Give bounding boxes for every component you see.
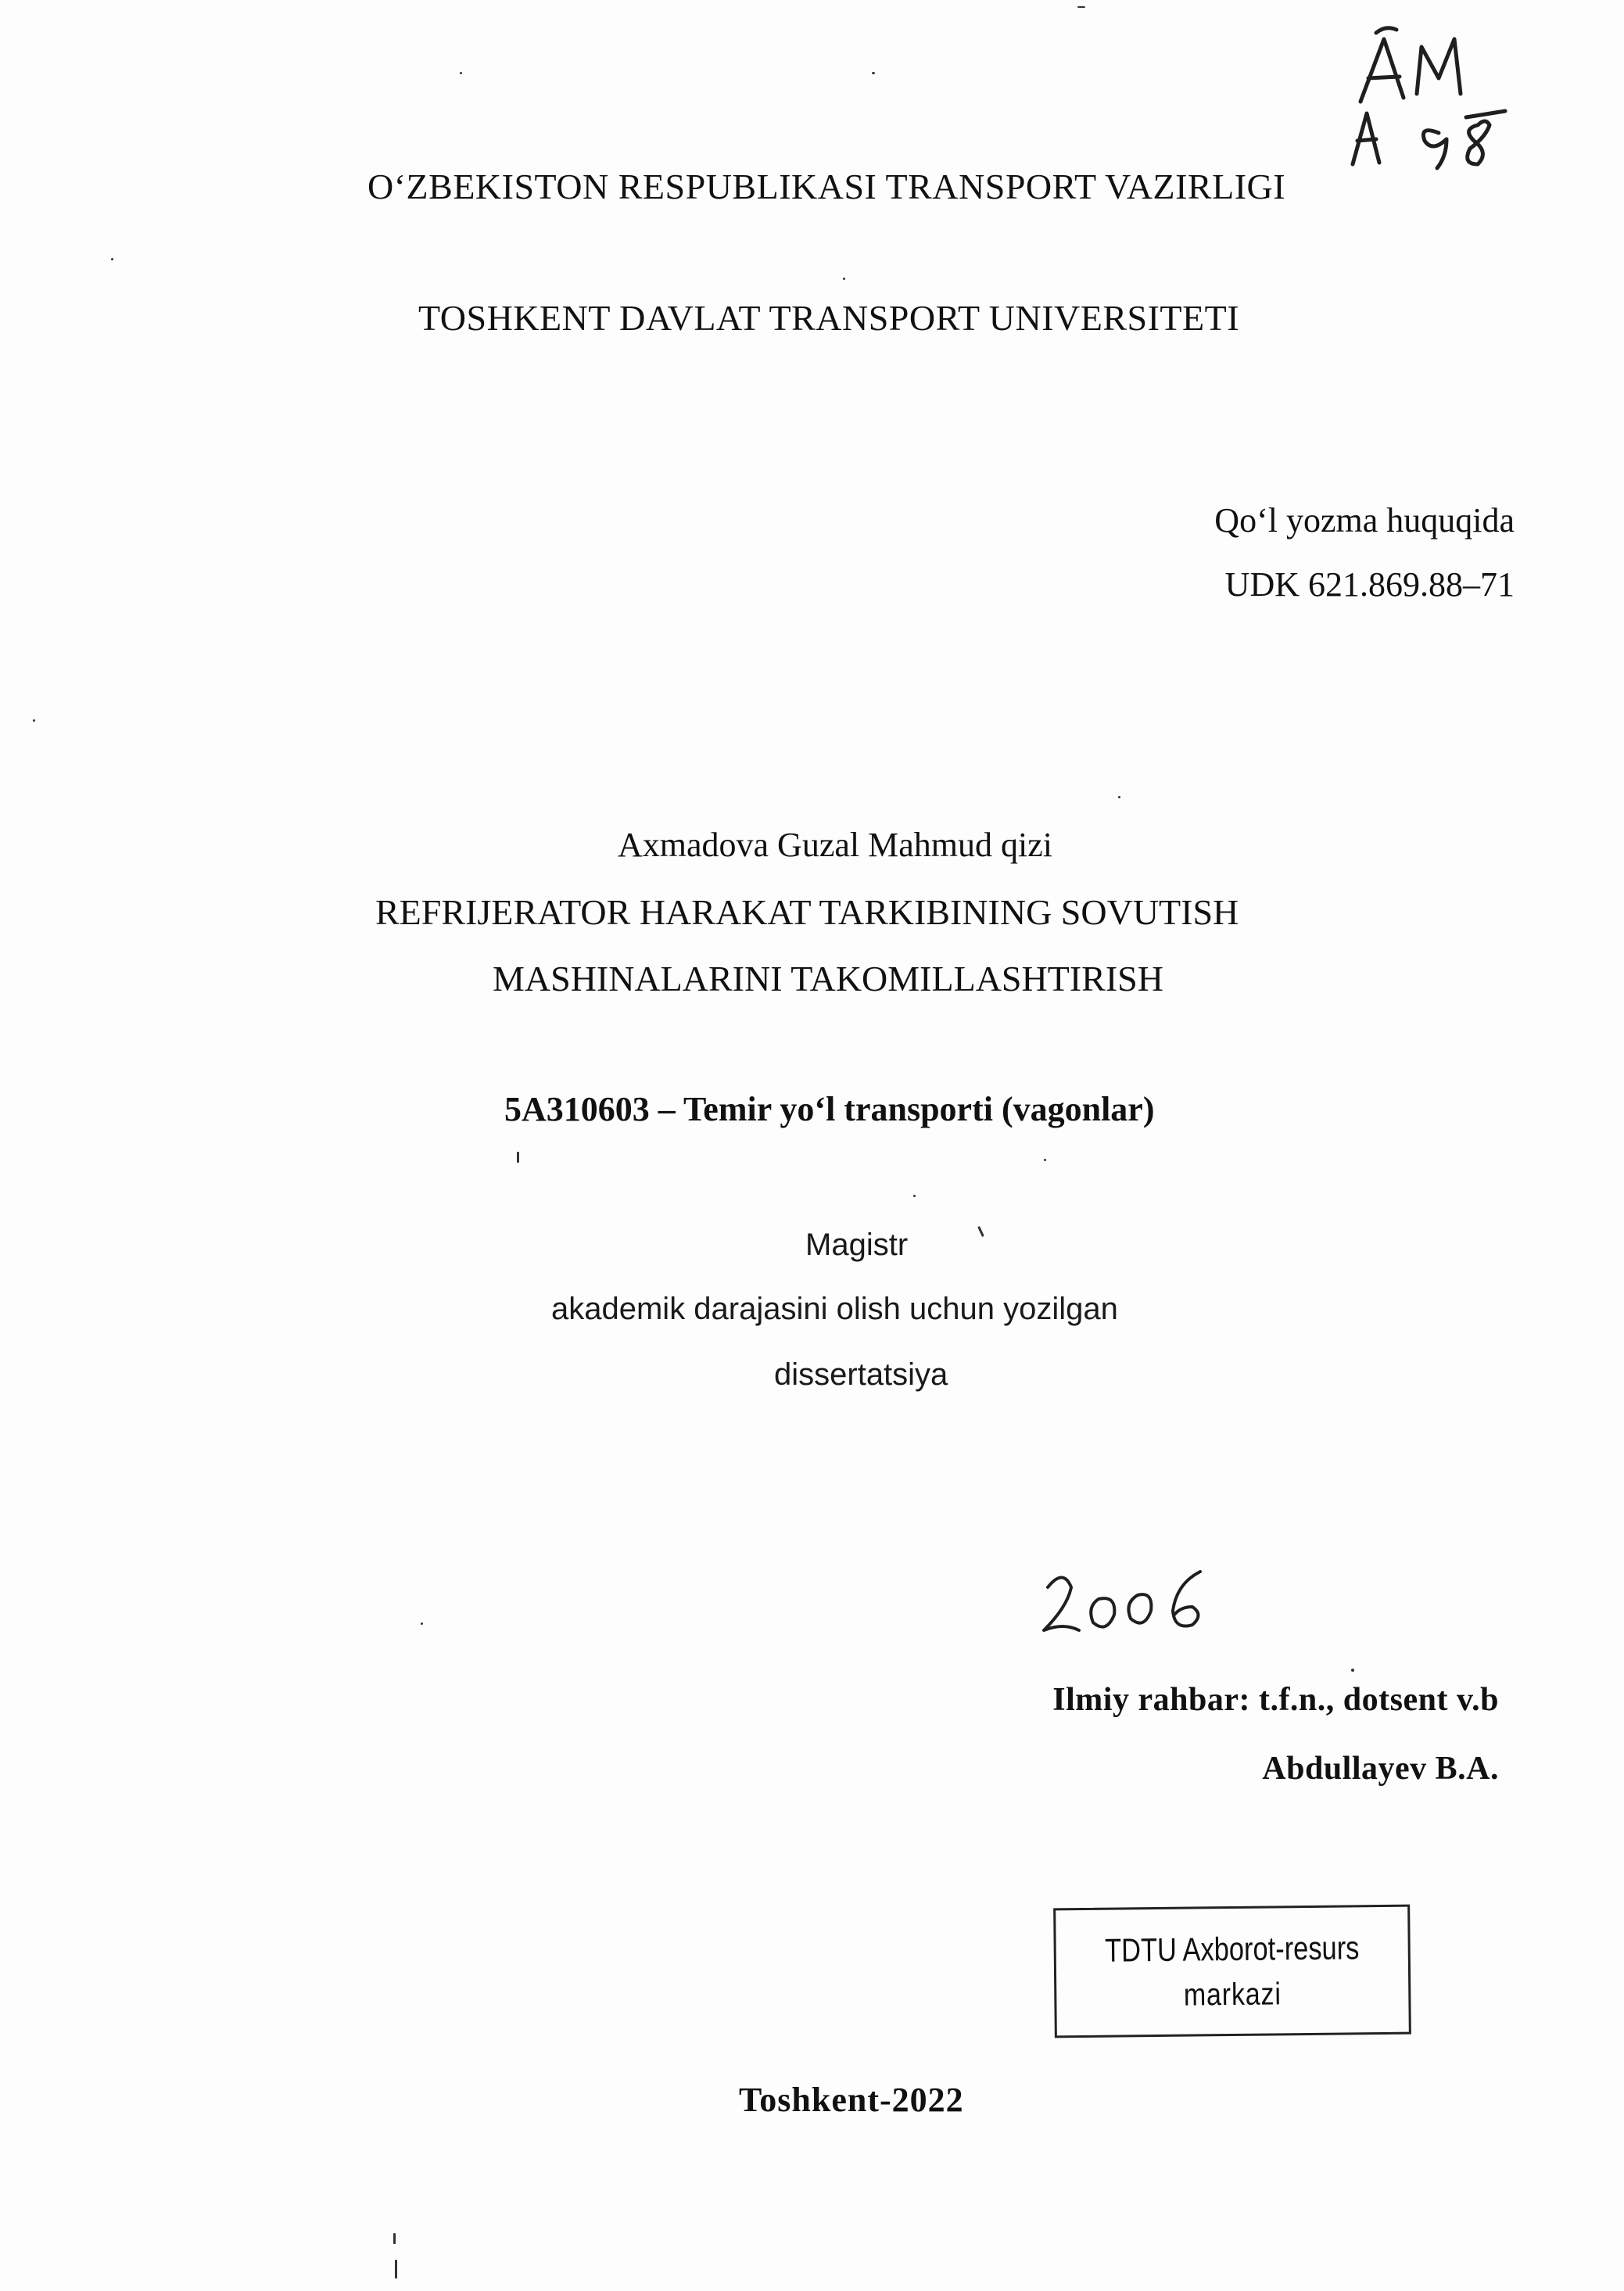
stamp-line-1: TDTU Axborot-resurs xyxy=(1104,1929,1360,1969)
thesis-title-line-2: MASHINALARINI TAKOMILLASHTIRISH xyxy=(493,959,1163,999)
specialty-code: 5A310603 – Temir yo‘l transporti (vagonlar) xyxy=(504,1090,1155,1128)
scan-speck xyxy=(421,1622,423,1625)
scan-speck xyxy=(111,258,113,260)
ministry-heading: O‘ZBEKISTON RESPUBLIKASI TRANSPORT VAZIRLIGI xyxy=(367,167,1286,206)
scan-speck xyxy=(1351,1669,1354,1672)
scan-speck xyxy=(460,72,462,74)
scan-speck xyxy=(395,2260,397,2278)
handwritten-year xyxy=(1032,1564,1251,1650)
library-stamp xyxy=(1053,1905,1411,2038)
degree-line-1: Magistr xyxy=(805,1228,909,1262)
university-heading: TOSHKENT DAVLAT TRANSPORT UNIVERSITETI xyxy=(418,298,1240,338)
scan-speck xyxy=(843,278,845,280)
scan-speck xyxy=(1118,796,1120,798)
scan-speck xyxy=(977,1226,984,1237)
author-name: Axmadova Guzal Mahmud qizi xyxy=(618,826,1052,864)
scan-speck xyxy=(1077,6,1085,8)
stamp-line-2: markazi xyxy=(1183,1977,1282,2013)
scan-speck xyxy=(913,1195,916,1197)
scan-speck xyxy=(393,2233,396,2244)
scan-speck xyxy=(517,1152,519,1163)
degree-line-2: akademik darajasini olish uchun yozilgan xyxy=(551,1292,1118,1326)
copyright-note: Qo‘l yozma huquqida xyxy=(1214,501,1515,540)
scan-speck xyxy=(33,719,35,722)
scan-speck xyxy=(1044,1159,1046,1161)
thesis-title-line-1: REFRIJERATOR HARAKAT TARKIBINING SOVUTISH xyxy=(375,892,1239,932)
udk-code: UDK 621.869.88–71 xyxy=(1224,565,1515,604)
degree-line-3: dissertatsiya xyxy=(774,1357,948,1392)
handwritten-corner-note xyxy=(1329,16,1533,172)
supervisor-name: Abdullayev B.A. xyxy=(1262,1751,1499,1787)
supervisor-role: Ilmiy rahbar: t.f.n., dotsent v.b xyxy=(1052,1682,1499,1718)
scan-speck xyxy=(872,72,875,74)
city-year: Toshkent-2022 xyxy=(739,2081,964,2119)
